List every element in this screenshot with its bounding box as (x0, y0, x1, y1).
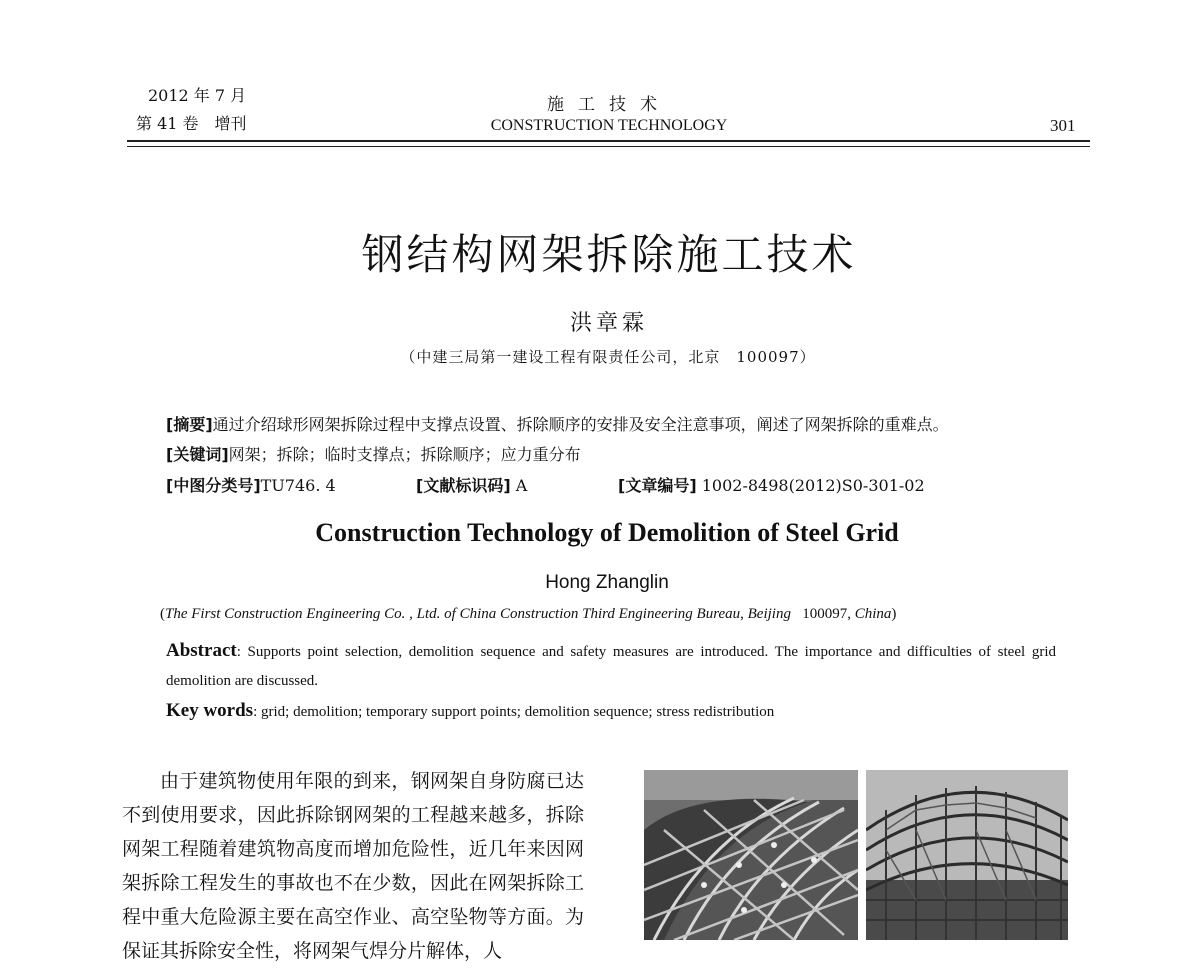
header-date: 2012 年 7 月 (148, 86, 247, 105)
abstract-en-label: Abstract (166, 640, 237, 661)
abstract-en-text: : Supports point selection, demolition sequence and safety measures are introduced. The importance and difficulties of steel grid demolition are discussed. (166, 644, 1056, 689)
journal-title-en: CONSTRUCTION TECHNOLOGY (490, 117, 728, 134)
document-code-value: A (515, 476, 528, 495)
grid-structure-photo-left (644, 770, 858, 940)
affiliation-en-postcode: 100097, (802, 606, 851, 622)
article-number-value: 1002-8498(2012)S0-301-02 (701, 476, 925, 495)
journal-title-cn: 施工技术 (547, 95, 671, 115)
abstract-cn (166, 415, 949, 435)
keywords-cn-label: [关键词] (166, 445, 229, 464)
keywords-cn (166, 445, 581, 465)
clc-number (166, 476, 336, 496)
affiliation-en-open: ( (160, 606, 165, 622)
affiliation-cn: （中建三局第一建设工程有限责任公司，北京 100097） (400, 348, 816, 366)
header-rule-thin (127, 146, 1090, 147)
abstract-en (166, 636, 1056, 696)
keywords-en (166, 700, 1056, 722)
affiliation-en-country: China (854, 606, 892, 622)
keywords-en-label: Key words (166, 700, 254, 721)
author-en: Hong Zhanglin (545, 572, 669, 593)
page-number: 301 (1050, 116, 1076, 135)
article-title-cn: 钢结构网架拆除施工技术 (361, 230, 857, 279)
affiliation-en-text: The First Construction Engineering Co. , Ltd. of China Construction Third Engineering Bureau, Beijing (165, 606, 791, 622)
header-volume: 第 41 卷 增刊 (136, 114, 247, 133)
author-cn: 洪章霖 (569, 311, 648, 336)
keywords-en-text: : grid; demolition; temporary support points; demolition sequence; stress redistribution (253, 704, 775, 720)
abstract-cn-label: [摘要] (166, 415, 213, 434)
clc-label: [中图分类号] (166, 476, 261, 495)
document-code-label: [文献标识码] (416, 476, 511, 495)
article-number (618, 476, 925, 496)
article-title-en: Construction Technology of Demolition of Steel Grid (315, 518, 899, 547)
body-paragraph: 由于建筑物使用年限的到来，钢网架自身防腐已达不到使用要求，因此拆除钢网架的工程越来越多，拆除网架工程随着建筑物高度而增加危险性，近几年来因网架拆除工程发生的事故也不在少数，因此在网架拆除工程中重大危险源主要在高空作业、高空坠物等方面。为保证其拆除安全性，将网架气焊分片解体，人 (122, 770, 584, 962)
grid-structure-photo-right (866, 770, 1068, 940)
keywords-cn-text: 网架；拆除；临时支撑点；拆除顺序；应力重分布 (228, 445, 581, 464)
abstract-cn-text: 通过介绍球形网架拆除过程中支撑点设置、拆除顺序的安排及安全注意事项，阐述了网架拆除的重难点。 (212, 415, 949, 434)
affiliation-en (160, 606, 1060, 623)
document-code (416, 476, 527, 496)
affiliation-en-close: ) (891, 606, 897, 622)
header-rule-thick (127, 140, 1090, 142)
article-number-label: [文章编号] (618, 476, 697, 495)
clc-value: TU746. 4 (260, 476, 336, 495)
